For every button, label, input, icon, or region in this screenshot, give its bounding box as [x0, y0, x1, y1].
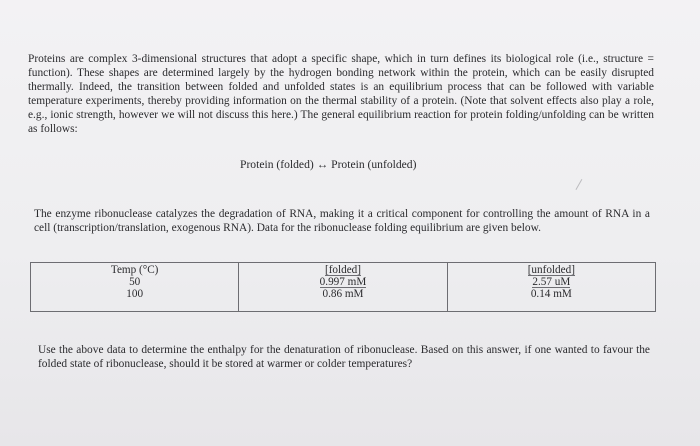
intro-paragraph: Proteins are complex 3-dimensional structures that adopt a specific shape, which in turn defines its biological role (i.e., structure = function). These shapes are determined largely by the hydrogen bonding network within the protein, which can be easily disrupted thermally. Indeed, the transition between folded and unfolded states is an equilibrium process that can be followed with variable temperature experiments, thereby providing information on the thermal stability of a protein. (Note that solvent effects also play a role, e.g., ionic strength, however we will not discuss this here.) The general equilibrium reaction for protein folding/unfolding can be written as follows: [28, 53, 654, 136]
table-row [31, 289, 656, 311]
cell-temp: 50 [31, 277, 239, 289]
cell-folded: 0.86 mM [239, 289, 447, 311]
cell-temp: 100 [31, 289, 239, 311]
context-paragraph: The enzyme ribonuclease catalyzes the degradation of RNA, making it a critical component for controlling the amount of RNA in a cell (transcription/translation, exogenous RNA). Data for the ribonuclease folding equilibrium are given below. [34, 208, 650, 235]
header-temp: Temp (°C) [31, 263, 239, 278]
header-unfolded: [unfolded] [447, 263, 655, 278]
cell-folded: 0.997 mM [239, 277, 447, 289]
header-folded: [folded] [239, 263, 447, 278]
table-header-row [31, 263, 656, 278]
data-table [30, 262, 656, 312]
cell-unfolded: 0.14 mM [447, 289, 655, 311]
equilibrium-equation: Protein (folded) ↔ Protein (unfolded) [240, 158, 417, 171]
question-paragraph: Use the above data to determine the enthalpy for the denaturation of ribonuclease. Based on this answer, if one wanted to favour the folded state of ribonuclease, should it be stored at warmer or colder temperatures? [38, 344, 650, 371]
stray-mark [575, 179, 587, 193]
cell-unfolded: 2.57 uM [447, 277, 655, 289]
